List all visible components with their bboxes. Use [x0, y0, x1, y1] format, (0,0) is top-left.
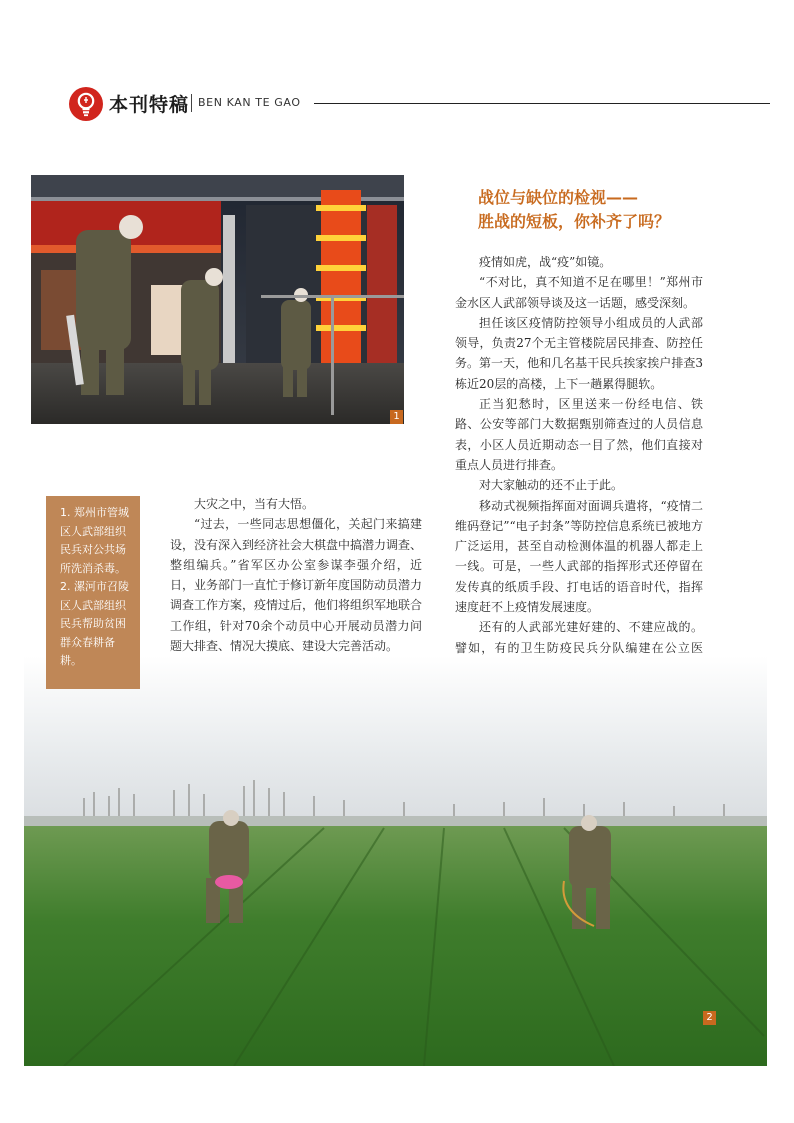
- photo-number: 2: [703, 1011, 716, 1025]
- photo-field: [24, 656, 767, 1066]
- article-title-line2: 胜战的短板，你补齐了吗？: [478, 212, 671, 231]
- paragraph: “过去，一些同志思想僵化，关起门来搞建设，没有深入到经济社会大棋盘中搞潜力调查、整组编兵。”省军区办公室参谋李强介绍，近日，业务部门一直忙于修订新年度国防动员潜力调查工作方案，疫情过后，他们将组织军地联合工作组，针对70余个动员中心开展动员潜力问题大排查、情况大摸底、建设大完善活动。: [170, 517, 423, 654]
- caption-box: [46, 496, 140, 689]
- section-title: 本刊特稿: [109, 94, 190, 116]
- caption-item: 1. 郑州市管城区人武部组织民兵对公共场所洗消杀毒。: [60, 506, 129, 575]
- paragraph: 还有的人武部光建好建的、不建应战的。譬如，有的卫生防疫民兵分队编建在公立医: [455, 620, 703, 655]
- photo-disinfection: [31, 175, 404, 424]
- section-title-en: BEN KAN TE GAO: [198, 96, 301, 109]
- paragraph: 正当犯愁时，区里送来一份经电信、铁路、公安等部门大数据甄别筛查过的人员信息表，小区人员近期动态一目了然，他们直接对重点人员进行排查。: [455, 397, 703, 472]
- header-rule: [314, 103, 770, 104]
- photo-number: 1: [390, 410, 403, 424]
- paragraph: 大灾之中，当有大悟。: [194, 497, 315, 511]
- lightbulb-icon: [69, 87, 103, 121]
- paragraph: “不对比，真不知道不足在哪里！”郑州市金水区人武部领导谈及这一话题，感受深刻。: [455, 275, 703, 310]
- body-column-middle: [170, 494, 422, 656]
- body-column-right: [455, 252, 703, 678]
- title-divider: [191, 94, 192, 112]
- paragraph: 移动式视频指挥面对面调兵遣将，“疫情二维码登记”“电子封条”等防控信息系统已被地方广泛运用，甚至自动检测体温的机器人都走上一线。可是，一些人武部的指挥形式还停留在发传真的纸质手段、打电话的语音时代，指挥速度赶不上疫情发展速度。: [455, 498, 703, 615]
- article-title: [478, 186, 718, 234]
- paragraph: 担任该区疫情防控领导小组成员的人武部领导，负责27个无主管楼院居民排查、防控任务。第一天，他和几名基干民兵挨家挨户排查3栋近20层的高楼，上下一趟累得腿软。: [455, 315, 703, 391]
- paragraph: 对大家触动的还不止于此。: [479, 478, 624, 493]
- paragraph: 疫情如虎，战“疫”如镜。: [479, 255, 612, 269]
- article-title-line1: 战位与缺位的检视——: [478, 188, 639, 207]
- caption-item: 2. 漯河市召陵区人武部组织民兵帮助贫困群众春耕备耕。: [60, 580, 129, 667]
- page-header: [0, 0, 794, 130]
